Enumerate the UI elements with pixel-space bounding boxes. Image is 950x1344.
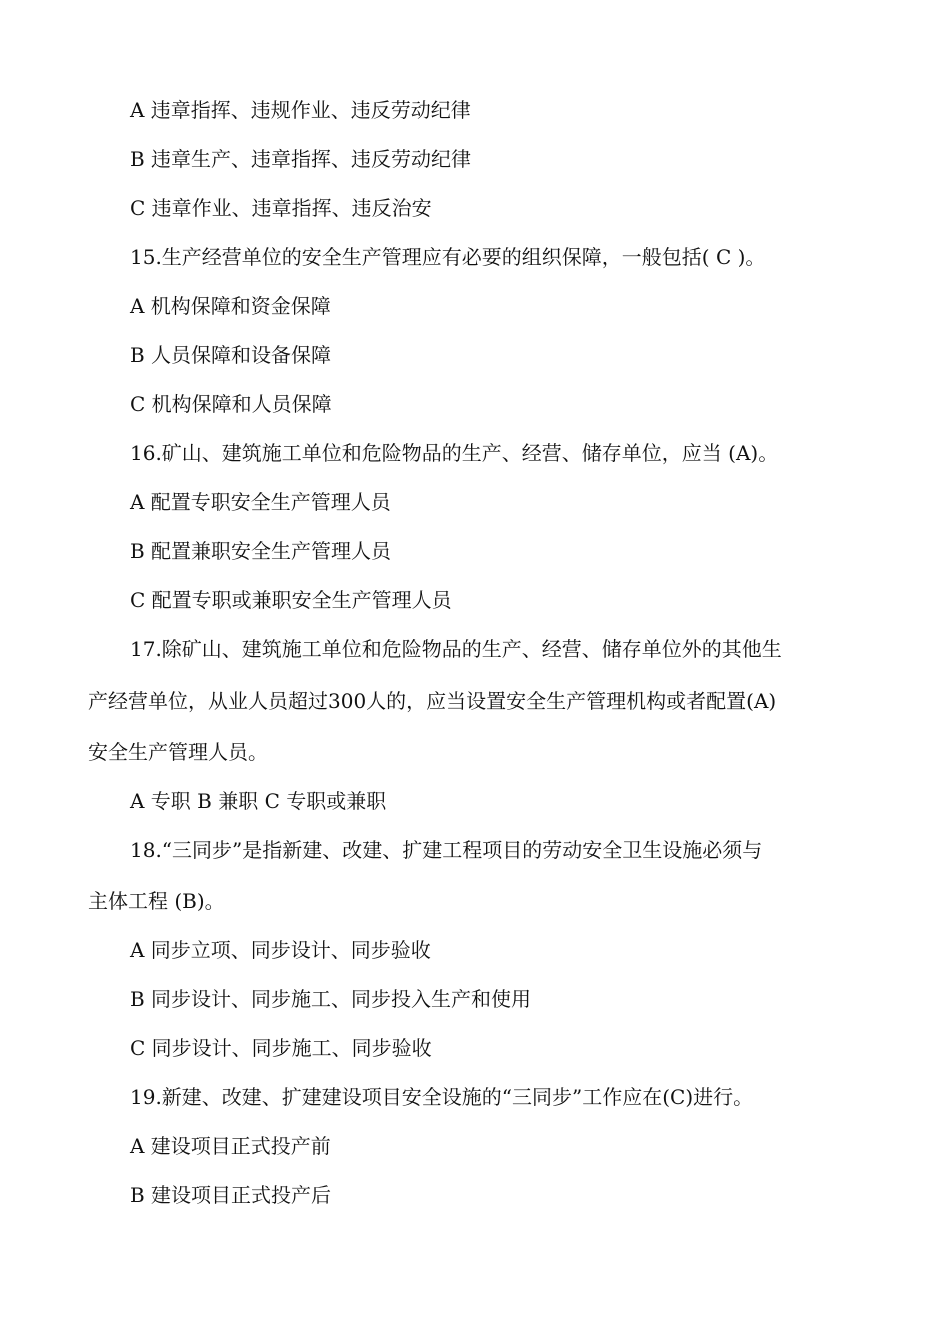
option-b-line: B 人员保障和设备保障 [130, 343, 332, 367]
option-b-line: B 违章生产、违章指挥、违反劳动纪律 [130, 147, 472, 171]
option-b-line: B 同步设计、同步施工、同步投入生产和使用 [130, 987, 532, 1011]
question-17-cont: 安全生产管理人员。 [88, 740, 268, 764]
option-a-line: A 同步立项、同步设计、同步验收 [130, 938, 431, 962]
question-19: 19.新建、改建、扩建建设项目安全设施的“三同步”工作应在(C)进行。 [130, 1085, 754, 1109]
option-c-line: C 同步设计、同步施工、同步验收 [130, 1036, 432, 1060]
option-c-line: C 配置专职或兼职安全生产管理人员 [130, 588, 452, 612]
option-b-line: B 建设项目正式投产后 [130, 1183, 332, 1207]
option-a-line: A 机构保障和资金保障 [130, 294, 331, 318]
option-b-line: B 配置兼职安全生产管理人员 [130, 539, 392, 563]
option-a-line: A 配置专职安全生产管理人员 [130, 490, 391, 514]
option-a-line: A 建设项目正式投产前 [130, 1134, 331, 1158]
question-18-cont: 主体工程 (B)。 [88, 889, 225, 913]
question-16: 16.矿山、建筑施工单位和危险物品的生产、经营、储存单位，应当 (A)。 [130, 441, 779, 465]
question-15: 15.生产经营单位的安全生产管理应有必要的组织保障，一般包括( C )。 [130, 245, 766, 269]
option-c-line: C 机构保障和人员保障 [130, 392, 332, 416]
question-17-cont: 产经营单位，从业人员超过300人的，应当设置安全生产管理机构或者配置(A) [88, 689, 777, 713]
option-a-line: A 违章指挥、违规作业、违反劳动纪律 [130, 98, 471, 122]
options-line: A 专职 B 兼职 C 专职或兼职 [130, 789, 387, 813]
option-c-line: C 违章作业、违章指挥、违反治安 [130, 196, 432, 220]
question-17: 17.除矿山、建筑施工单位和危险物品的生产、经营、储存单位外的其他生 [130, 637, 782, 661]
question-18: 18.“三同步”是指新建、改建、扩建工程项目的劳动安全卫生设施必须与 [130, 838, 763, 862]
